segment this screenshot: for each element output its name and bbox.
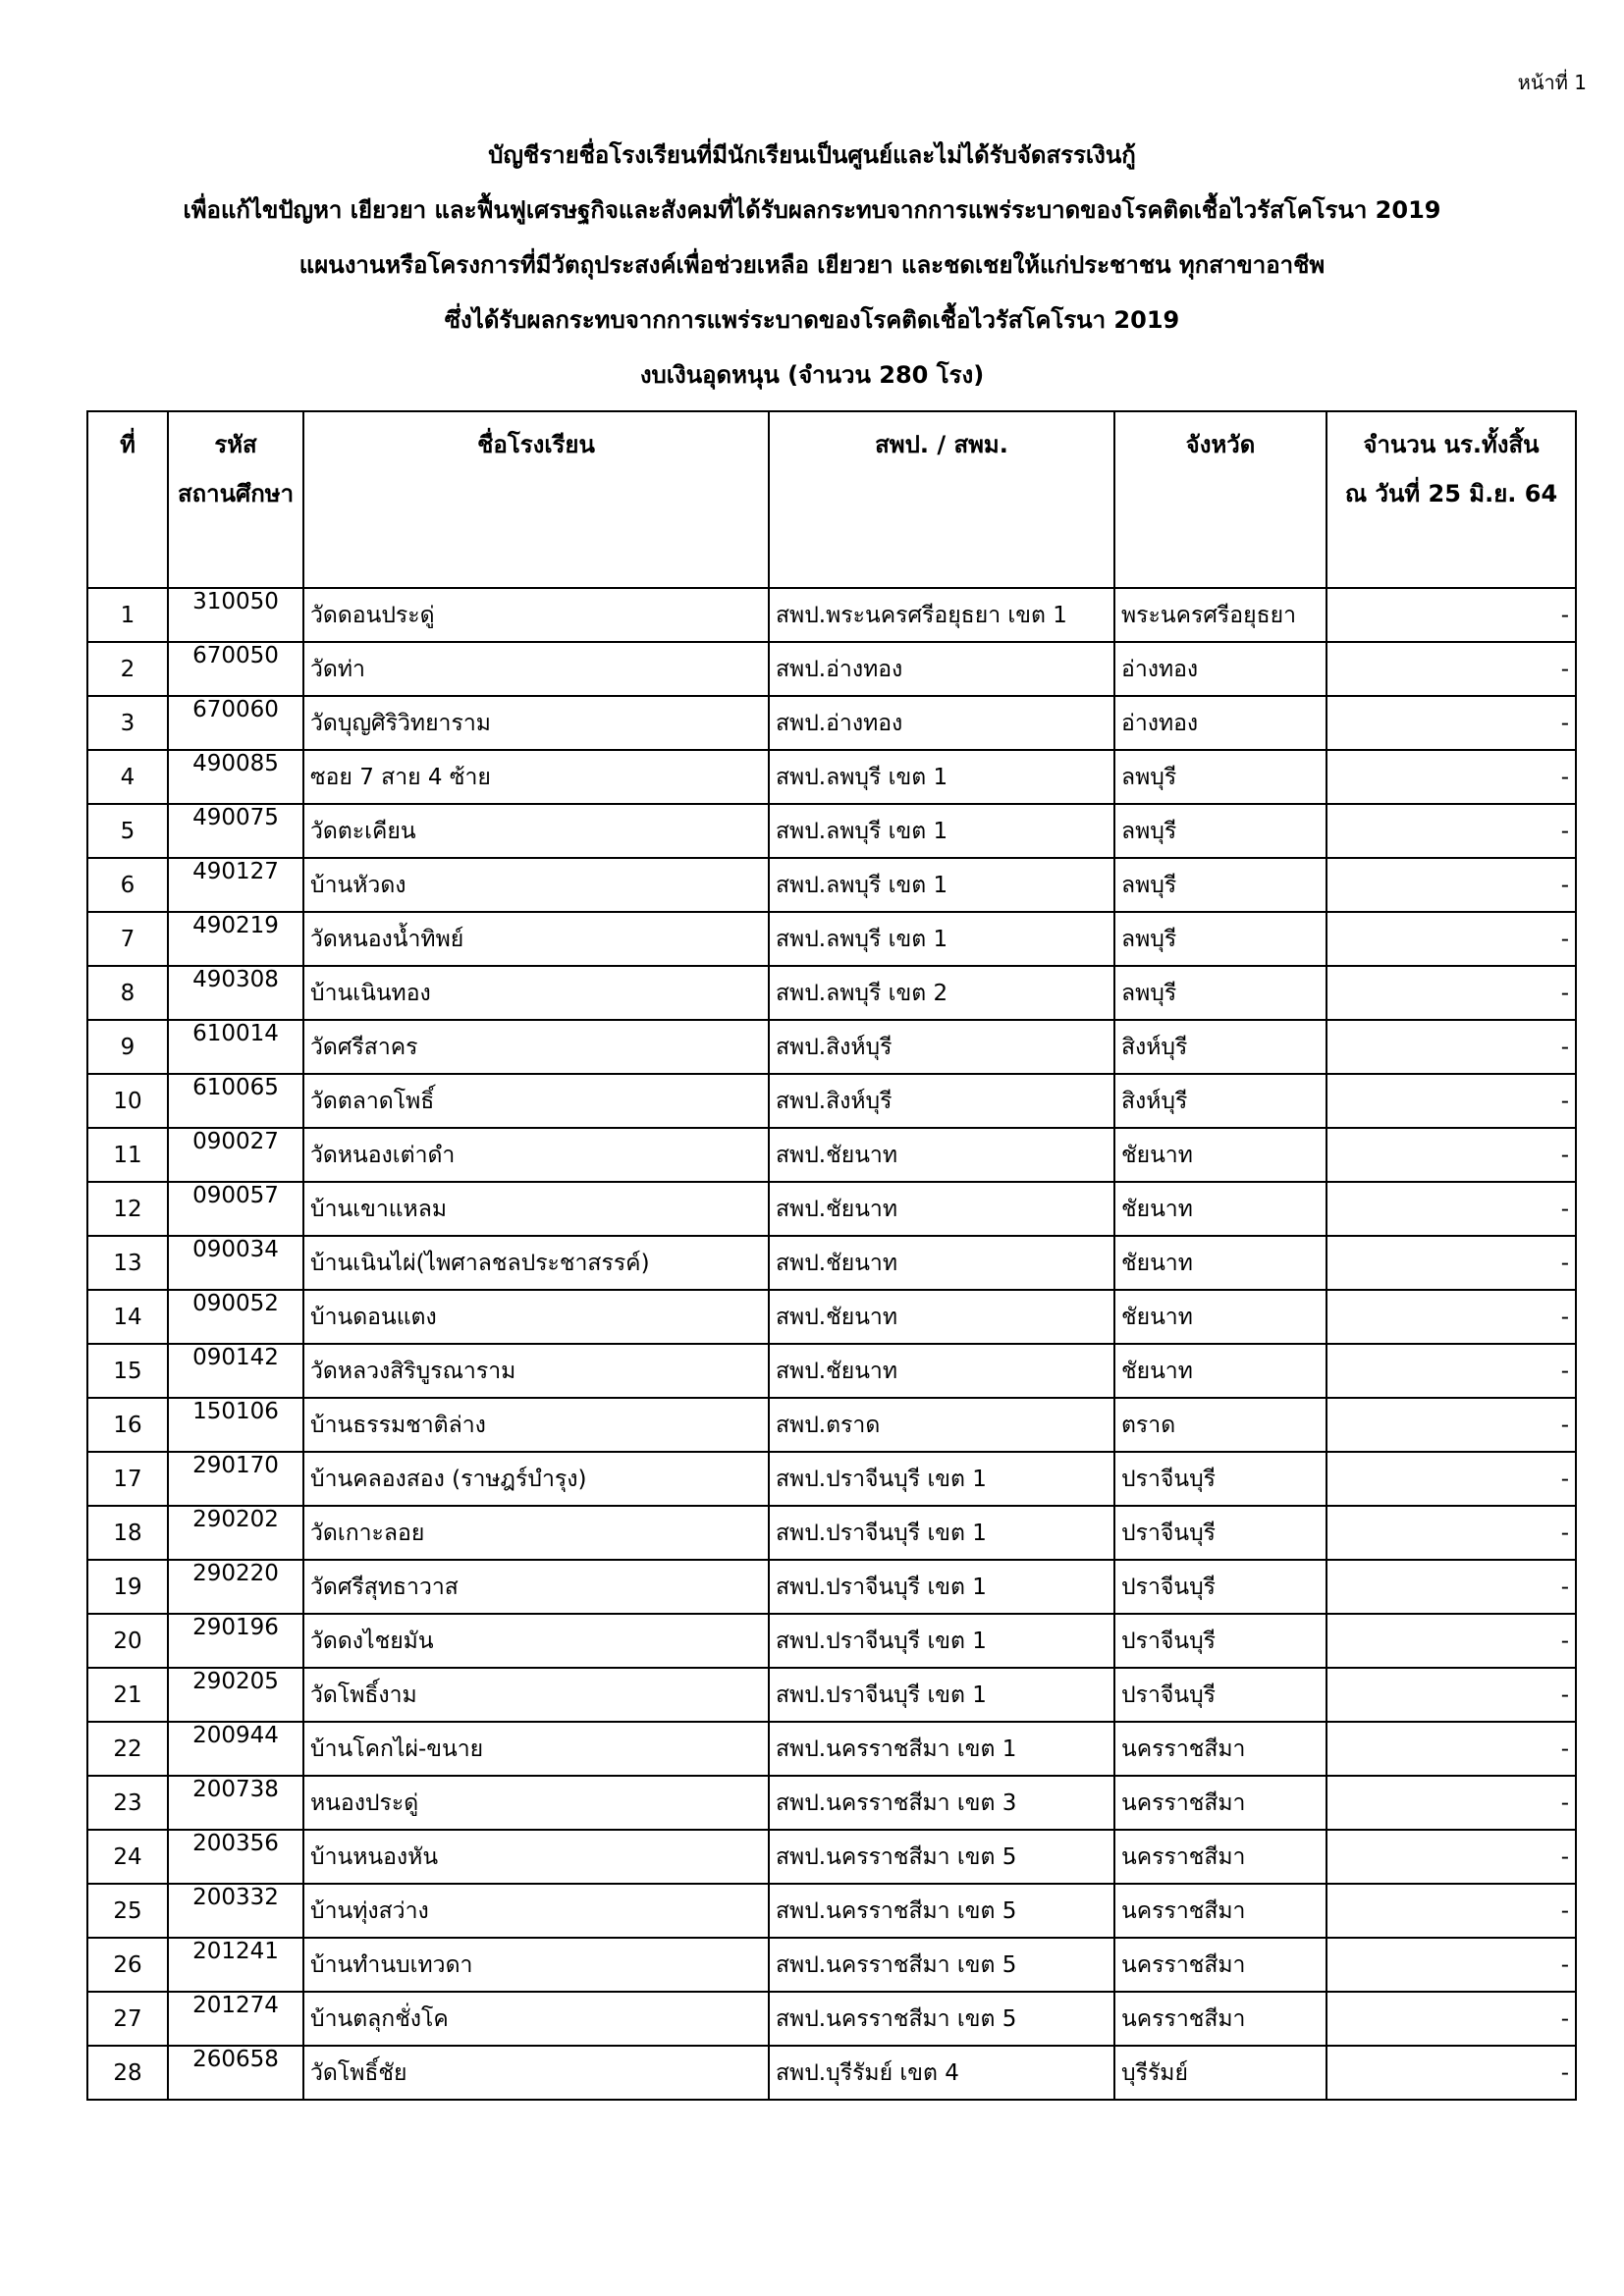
- cell-school-name: บ้านหนองหัน: [303, 1830, 769, 1884]
- cell-province: ชัยนาท: [1114, 1344, 1326, 1398]
- cell-code: 200356: [168, 1830, 303, 1884]
- cell-code: 290205: [168, 1668, 303, 1722]
- cell-school-name: บ้านคลองสอง (ราษฎร์บำรุง): [303, 1452, 769, 1506]
- cell-student-count: -: [1326, 588, 1576, 642]
- cell-no: 25: [87, 1884, 168, 1938]
- cell-office: สพป.ลพบุรี เขต 1: [769, 912, 1114, 966]
- cell-school-name: วัดหลวงสิริบูรณาราม: [303, 1344, 769, 1398]
- cell-province: นครราชสีมา: [1114, 1776, 1326, 1830]
- table-row: [87, 1992, 1576, 2046]
- title-line: งบเงินอุดหนุน (จำนวน 280 โรง): [639, 361, 985, 389]
- cell-office: สพป.นครราชสีมา เขต 5: [769, 1884, 1114, 1938]
- cell-office: สพป.อ่างทอง: [769, 642, 1114, 696]
- cell-school-name: วัดบุญศิริวิทยาราม: [303, 696, 769, 750]
- header-no: ที่: [87, 411, 168, 588]
- cell-code: 490308: [168, 966, 303, 1020]
- cell-no: 13: [87, 1236, 168, 1290]
- cell-student-count: -: [1326, 750, 1576, 804]
- cell-code: 490085: [168, 750, 303, 804]
- cell-student-count: -: [1326, 1074, 1576, 1128]
- cell-student-count: -: [1326, 858, 1576, 912]
- table-header-row: [87, 411, 1576, 588]
- cell-school-name: บ้านดอนแตง: [303, 1290, 769, 1344]
- cell-code: 200332: [168, 1884, 303, 1938]
- table-row: [87, 1128, 1576, 1182]
- cell-office: สพป.นครราชสีมา เขต 3: [769, 1776, 1114, 1830]
- cell-school-name: บ้านธรรมชาติล่าง: [303, 1398, 769, 1452]
- cell-no: 8: [87, 966, 168, 1020]
- table-row: [87, 1776, 1576, 1830]
- cell-school-name: บ้านเนินทอง: [303, 966, 769, 1020]
- header-office: สพป. / สพม.: [769, 411, 1114, 588]
- cell-code: 610065: [168, 1074, 303, 1128]
- cell-no: 7: [87, 912, 168, 966]
- cell-school-name: วัดตะเคียน: [303, 804, 769, 858]
- cell-school-name: บ้านเนินไผ่(ไพศาลชลประชาสรรค์): [303, 1236, 769, 1290]
- title-line: ซึ่งได้รับผลกระทบจากการแพร่ระบาดของโรคติดเชื้อไวรัสโคโรนา 2019: [444, 306, 1180, 334]
- cell-office: สพป.ปราจีนบุรี เขต 1: [769, 1668, 1114, 1722]
- cell-office: สพป.นครราชสีมา เขต 1: [769, 1722, 1114, 1776]
- title-line: เพื่อแก้ไขปัญหา เยียวยา และฟื้นฟูเศรษฐกิจและสังคมที่ได้รับผลกระทบจากการแพร่ระบาดของโรคติดเชื้อไวรัสโคโรนา 2019: [183, 196, 1441, 224]
- header-count-line1: จำนวน นร.ทั้งสิ้น: [1363, 431, 1540, 458]
- cell-school-name: วัดศรีสุทธาวาส: [303, 1560, 769, 1614]
- cell-office: สพป.ปราจีนบุรี เขต 1: [769, 1560, 1114, 1614]
- cell-student-count: -: [1326, 1344, 1576, 1398]
- cell-student-count: -: [1326, 1452, 1576, 1506]
- cell-code: 090034: [168, 1236, 303, 1290]
- cell-no: 3: [87, 696, 168, 750]
- cell-no: 2: [87, 642, 168, 696]
- cell-student-count: -: [1326, 1614, 1576, 1668]
- cell-office: สพป.ลพบุรี เขต 2: [769, 966, 1114, 1020]
- cell-province: ลพบุรี: [1114, 858, 1326, 912]
- cell-code: 490219: [168, 912, 303, 966]
- table-row: [87, 1884, 1576, 1938]
- cell-province: นครราชสีมา: [1114, 1938, 1326, 1992]
- cell-code: 200944: [168, 1722, 303, 1776]
- cell-student-count: -: [1326, 1938, 1576, 1992]
- cell-province: สิงห์บุรี: [1114, 1020, 1326, 1074]
- cell-province: บุรีรัมย์: [1114, 2046, 1326, 2100]
- cell-no: 24: [87, 1830, 168, 1884]
- table-row: [87, 696, 1576, 750]
- cell-office: สพป.ปราจีนบุรี เขต 1: [769, 1614, 1114, 1668]
- table-row: [87, 1020, 1576, 1074]
- cell-office: สพป.อ่างทอง: [769, 696, 1114, 750]
- cell-student-count: -: [1326, 804, 1576, 858]
- cell-school-name: วัดหนองเต่าดำ: [303, 1128, 769, 1182]
- table-row: [87, 912, 1576, 966]
- cell-student-count: -: [1326, 1182, 1576, 1236]
- table-body: [87, 588, 1576, 2100]
- header-code: [168, 411, 303, 588]
- table-row: [87, 1830, 1576, 1884]
- cell-no: 17: [87, 1452, 168, 1506]
- cell-code: 490127: [168, 858, 303, 912]
- cell-no: 9: [87, 1020, 168, 1074]
- cell-student-count: -: [1326, 1398, 1576, 1452]
- cell-province: ชัยนาท: [1114, 1128, 1326, 1182]
- cell-student-count: -: [1326, 1020, 1576, 1074]
- cell-office: สพป.ชัยนาท: [769, 1290, 1114, 1344]
- header-province: จังหวัด: [1114, 411, 1326, 588]
- cell-office: สพป.ปราจีนบุรี เขต 1: [769, 1452, 1114, 1506]
- cell-code: 670050: [168, 642, 303, 696]
- table-row: [87, 1344, 1576, 1398]
- table-row: [87, 1722, 1576, 1776]
- cell-school-name: บ้านทุ่งสว่าง: [303, 1884, 769, 1938]
- school-table: [86, 410, 1577, 2101]
- cell-province: ชัยนาท: [1114, 1182, 1326, 1236]
- cell-school-name: วัดหนองน้ำทิพย์: [303, 912, 769, 966]
- cell-office: สพป.บุรีรัมย์ เขต 4: [769, 2046, 1114, 2100]
- cell-no: 26: [87, 1938, 168, 1992]
- cell-school-name: บ้านโคกไผ่-ขนาย: [303, 1722, 769, 1776]
- cell-province: ชัยนาท: [1114, 1236, 1326, 1290]
- table-row: [87, 1506, 1576, 1560]
- cell-student-count: -: [1326, 1236, 1576, 1290]
- table-row: [87, 642, 1576, 696]
- cell-code: 290202: [168, 1506, 303, 1560]
- cell-student-count: -: [1326, 966, 1576, 1020]
- table-row: [87, 1236, 1576, 1290]
- cell-code: 090057: [168, 1182, 303, 1236]
- cell-no: 15: [87, 1344, 168, 1398]
- cell-school-name: บ้านเขาแหลม: [303, 1182, 769, 1236]
- cell-no: 22: [87, 1722, 168, 1776]
- cell-school-name: วัดเกาะลอย: [303, 1506, 769, 1560]
- page-number: หน้าที่ 1: [1517, 71, 1587, 94]
- cell-province: ลพบุรี: [1114, 966, 1326, 1020]
- cell-student-count: -: [1326, 1560, 1576, 1614]
- cell-province: อ่างทอง: [1114, 642, 1326, 696]
- cell-province: ปราจีนบุรี: [1114, 1560, 1326, 1614]
- cell-student-count: -: [1326, 1992, 1576, 2046]
- cell-student-count: -: [1326, 1776, 1576, 1830]
- table-row: [87, 750, 1576, 804]
- cell-school-name: ซอย 7 สาย 4 ซ้าย: [303, 750, 769, 804]
- cell-no: 1: [87, 588, 168, 642]
- table-row: [87, 1182, 1576, 1236]
- cell-province: นครราชสีมา: [1114, 1830, 1326, 1884]
- cell-code: 290220: [168, 1560, 303, 1614]
- cell-student-count: -: [1326, 1290, 1576, 1344]
- cell-province: ปราจีนบุรี: [1114, 1614, 1326, 1668]
- table-row: [87, 1452, 1576, 1506]
- cell-school-name: วัดตลาดโพธิ์: [303, 1074, 769, 1128]
- cell-province: ปราจีนบุรี: [1114, 1668, 1326, 1722]
- header-name: ชื่อโรงเรียน: [303, 411, 769, 588]
- cell-office: สพป.สิงห์บุรี: [769, 1074, 1114, 1128]
- cell-office: สพป.ชัยนาท: [769, 1236, 1114, 1290]
- cell-student-count: -: [1326, 2046, 1576, 2100]
- cell-province: พระนครศรีอยุธยา: [1114, 588, 1326, 642]
- cell-province: ลพบุรี: [1114, 804, 1326, 858]
- cell-school-name: วัดศรีสาคร: [303, 1020, 769, 1074]
- cell-no: 14: [87, 1290, 168, 1344]
- cell-province: นครราชสีมา: [1114, 1992, 1326, 2046]
- cell-school-name: วัดโพธิ์งาม: [303, 1668, 769, 1722]
- cell-code: 260658: [168, 2046, 303, 2100]
- cell-province: สิงห์บุรี: [1114, 1074, 1326, 1128]
- table-row: [87, 1074, 1576, 1128]
- cell-code: 200738: [168, 1776, 303, 1830]
- cell-school-name: บ้านหัวดง: [303, 858, 769, 912]
- cell-no: 12: [87, 1182, 168, 1236]
- cell-province: อ่างทอง: [1114, 696, 1326, 750]
- cell-code: 310050: [168, 588, 303, 642]
- cell-code: 490075: [168, 804, 303, 858]
- header-count: [1326, 411, 1576, 588]
- table-row: [87, 858, 1576, 912]
- cell-no: 5: [87, 804, 168, 858]
- cell-office: สพป.ชัยนาท: [769, 1128, 1114, 1182]
- cell-office: สพป.ชัยนาท: [769, 1182, 1114, 1236]
- cell-office: สพป.สิงห์บุรี: [769, 1020, 1114, 1074]
- cell-school-name: บ้านทำนบเทวดา: [303, 1938, 769, 1992]
- table-row: [87, 2046, 1576, 2100]
- cell-no: 28: [87, 2046, 168, 2100]
- cell-code: 201241: [168, 1938, 303, 1992]
- cell-no: 23: [87, 1776, 168, 1830]
- cell-no: 16: [87, 1398, 168, 1452]
- cell-student-count: -: [1326, 1884, 1576, 1938]
- cell-office: สพป.ลพบุรี เขต 1: [769, 858, 1114, 912]
- cell-province: ลพบุรี: [1114, 912, 1326, 966]
- table-row: [87, 1938, 1576, 1992]
- cell-no: 20: [87, 1614, 168, 1668]
- cell-office: สพป.ชัยนาท: [769, 1344, 1114, 1398]
- cell-province: ปราจีนบุรี: [1114, 1506, 1326, 1560]
- cell-no: 11: [87, 1128, 168, 1182]
- cell-office: สพป.นครราชสีมา เขต 5: [769, 1830, 1114, 1884]
- cell-province: ชัยนาท: [1114, 1290, 1326, 1344]
- cell-no: 27: [87, 1992, 168, 2046]
- table-row: [87, 1614, 1576, 1668]
- table-row: [87, 804, 1576, 858]
- cell-office: สพป.ปราจีนบุรี เขต 1: [769, 1506, 1114, 1560]
- cell-province: ลพบุรี: [1114, 750, 1326, 804]
- cell-code: 290170: [168, 1452, 303, 1506]
- cell-student-count: -: [1326, 642, 1576, 696]
- cell-code: 610014: [168, 1020, 303, 1074]
- cell-school-name: วัดโพธิ์ชัย: [303, 2046, 769, 2100]
- cell-code: 201274: [168, 1992, 303, 2046]
- table-row: [87, 1290, 1576, 1344]
- cell-province: นครราชสีมา: [1114, 1884, 1326, 1938]
- table-row: [87, 1398, 1576, 1452]
- cell-student-count: -: [1326, 696, 1576, 750]
- cell-no: 19: [87, 1560, 168, 1614]
- cell-code: 090142: [168, 1344, 303, 1398]
- table-row: [87, 1560, 1576, 1614]
- header-code-line1: รหัส: [214, 431, 257, 458]
- header-code-line2: สถานศึกษา: [177, 480, 295, 507]
- cell-province: ปราจีนบุรี: [1114, 1452, 1326, 1506]
- cell-office: สพป.นครราชสีมา เขต 5: [769, 1938, 1114, 1992]
- cell-school-name: วัดดงไชยมัน: [303, 1614, 769, 1668]
- cell-code: 090027: [168, 1128, 303, 1182]
- cell-student-count: -: [1326, 1128, 1576, 1182]
- cell-student-count: -: [1326, 1668, 1576, 1722]
- table-row: [87, 588, 1576, 642]
- cell-code: 090052: [168, 1290, 303, 1344]
- cell-code: 670060: [168, 696, 303, 750]
- cell-no: 6: [87, 858, 168, 912]
- cell-no: 21: [87, 1668, 168, 1722]
- title-line: บัญชีรายชื่อโรงเรียนที่มีนักเรียนเป็นศูนย์และไม่ได้รับจัดสรรเงินกู้: [488, 141, 1136, 169]
- cell-student-count: -: [1326, 1722, 1576, 1776]
- cell-no: 4: [87, 750, 168, 804]
- cell-province: นครราชสีมา: [1114, 1722, 1326, 1776]
- cell-office: สพป.ลพบุรี เขต 1: [769, 750, 1114, 804]
- cell-code: 150106: [168, 1398, 303, 1452]
- cell-school-name: วัดดอนประดู่: [303, 588, 769, 642]
- cell-province: ตราด: [1114, 1398, 1326, 1452]
- title-line: แผนงานหรือโครงการที่มีวัตถุประสงค์เพื่อช่วยเหลือ เยียวยา และชดเชยให้แก่ประชาชน ทุกสาขาอาชีพ: [298, 251, 1326, 279]
- cell-office: สพป.พระนครศรีอยุธยา เขต 1: [769, 588, 1114, 642]
- cell-no: 10: [87, 1074, 168, 1128]
- cell-code: 290196: [168, 1614, 303, 1668]
- cell-school-name: หนองประดู่: [303, 1776, 769, 1830]
- cell-school-name: บ้านตลุกชั่งโค: [303, 1992, 769, 2046]
- cell-office: สพป.ลพบุรี เขต 1: [769, 804, 1114, 858]
- cell-student-count: -: [1326, 1830, 1576, 1884]
- table-row: [87, 966, 1576, 1020]
- cell-student-count: -: [1326, 912, 1576, 966]
- cell-office: สพป.นครราชสีมา เขต 5: [769, 1992, 1114, 2046]
- table-row: [87, 1668, 1576, 1722]
- cell-school-name: วัดท่า: [303, 642, 769, 696]
- cell-student-count: -: [1326, 1506, 1576, 1560]
- document-title: [0, 128, 1624, 402]
- header-count-line2: ณ วันที่ 25 มิ.ย. 64: [1344, 480, 1558, 507]
- cell-office: สพป.ตราด: [769, 1398, 1114, 1452]
- cell-no: 18: [87, 1506, 168, 1560]
